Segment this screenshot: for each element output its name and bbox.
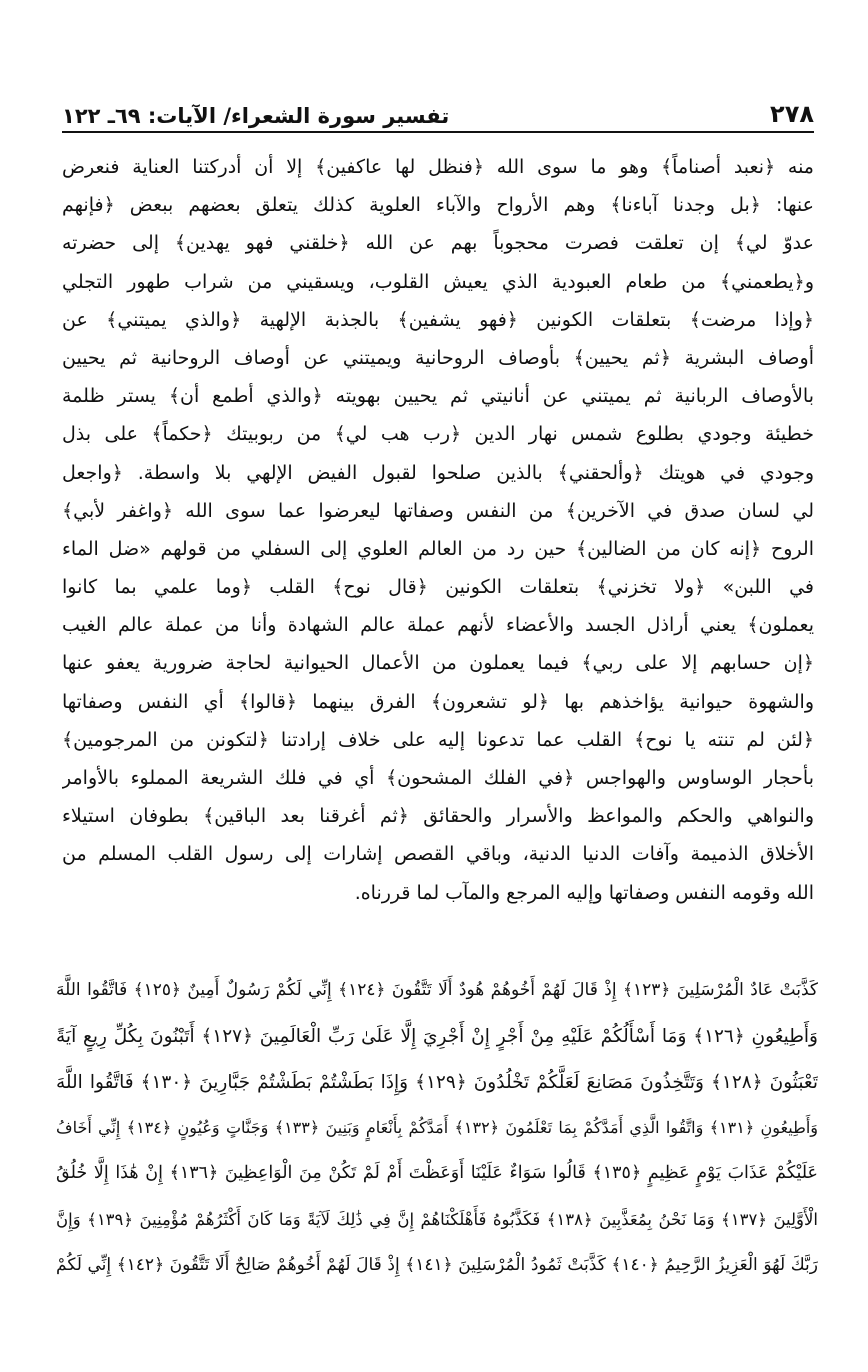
commentary-line: منه ﴿نعبد أصناماً﴾ وهو ما سوى الله ﴿فنظل لها عاكفين﴾ إلا أن أدركتنا العناية فنعرض [62,156,814,178]
page-number: ٢٧٨ [770,100,814,128]
verse-line: وَأَطِيعُونِ ﴿١٢٦﴾ وَمَا أَسْأَلُكُمْ عَلَيْهِ مِنْ أَجْرٍ إِنْ أَجْرِيَ إِلَّا عَلَىٰ رَبِّ الْعَالَمِينَ ﴿١٢٧﴾ أَتَبْنُونَ بِكُلِّ رِيعٍ آيَةً [56,1025,818,1047]
commentary-text [62,148,814,912]
commentary-line: بالأوصاف الربانية ثم يميتني عن أنانيتي ثم يحيين بهويته ﴿والذي أطمع أن﴾ يستر ظلمة [62,385,814,408]
header-rule [62,131,814,133]
verse-line: رَبَّكَ لَهُوَ الْعَزِيزُ الرَّحِيمُ ﴿١٤٠﴾ كَذَّبَتْ ثَمُودُ الْمُرْسَلِينَ ﴿١٤١﴾ إِذْ قَالَ لَهُمْ أَخُوهُمْ صَالِحٌ أَلَا تَتَّقُونَ ﴿١٤٢﴾ إِنِّي لَكُمْ [56,1254,818,1275]
quran-verses [56,968,818,1289]
commentary-line: الروح ﴿إنه كان من الضالين﴾ حين رد من العالم العلوي إلى السفلي من قولهم «ضل الماء [62,537,814,560]
verse-line: كَذَّبَتْ عَادٌ الْمُرْسَلِينَ ﴿١٢٣﴾ إِذْ قَالَ لَهُمْ أَخُوهُمْ هُودٌ أَلَا تَتَّقُونَ ﴿١٢٤﴾ إِنِّي لَكُمْ رَسُولٌ أَمِينٌ ﴿١٢٥﴾ فَاتَّقُوا اللَّهَ [56,980,818,1000]
verse-line: الْأَوَّلِينَ ﴿١٣٧﴾ وَمَا نَحْنُ بِمُعَذَّبِينَ ﴿١٣٨﴾ فَكَذَّبُوهُ فَأَهْلَكْنَاهُمْ إِنَّ فِي ذَٰلِكَ لَآيَةً وَمَا كَانَ أَكْثَرُهُمْ مُؤْمِنِينَ ﴿١٣٩﴾ وَإِنَّ [56,1209,818,1229]
commentary-line: خطيئة وجودي بطلوع شمس نهار الدين ﴿رب هب لي﴾ من ربوبيتك ﴿حكماً﴾ على بذل [62,423,814,446]
verse-line: وَأَطِيعُونِ ﴿١٣١﴾ وَاتَّقُوا الَّذِي أَمَدَّكُمْ بِمَا تَعْلَمُونَ ﴿١٣٢﴾ أَمَدَّكُمْ بِأَنْعَامٍ وَبَنِينَ ﴿١٣٣﴾ وَجَنَّاتٍ وَعُيُونٍ ﴿١٣٤﴾ إِنِّي أَخَافُ [56,1118,818,1138]
commentary-line: وجودي في هويتك ﴿وألحقني﴾ بالذين صلحوا لقبول الفيض الإلهي بلا واسطة. ﴿واجعل [62,461,814,484]
commentary-line: بأحجار الوساوس والهواجس ﴿في الفلك المشحون﴾ أي في فلك الشريعة المملوء بالأوامر [62,767,814,789]
running-title: تفسير سورة الشعراء/ الآيات: ٦٩ـ ١٢٢ [62,104,450,128]
verse-line: عَلَيْكُمْ عَذَابَ يَوْمٍ عَظِيمٍ ﴿١٣٥﴾ قَالُوا سَوَاءٌ عَلَيْنَا أَوَعَظْتَ أَمْ لَمْ تَكُنْ مِنَ الْوَاعِظِينَ ﴿١٣٦﴾ إِنْ هَٰذَا إِلَّا خُلُقُ [56,1163,818,1184]
page-header [62,88,814,128]
commentary-line: عدوّ لي﴾ إن تعلقت فصرت محجوباً بهم عن الله ﴿خلقني فهو يهدين﴾ إلى حضرته [62,232,814,255]
commentary-line: عنها: ﴿بل وجدنا آباءنا﴾ وهم الأرواح والآباء العلوية كذلك يتعلق بعضهم ببعض ﴿فإنهم [62,194,814,217]
commentary-line: ﴿لئن لم تنته يا نوح﴾ القلب عما تدعونا إليه على خلاف إرادتنا ﴿لتكونن من المرجومين﴾ [62,728,814,751]
commentary-line: الله وقومه النفس وصفاتها وإليه المرجع والمآب لما قررناه. [354,881,814,904]
commentary-line: والنواهي والحكم والمواعظ والأسرار والحقائق ﴿ثم أغرقنا بعد الباقين﴾ بطوفان استيلاء [62,805,814,828]
commentary-line: يعملون﴾ يعني أراذل الجسد والأعضاء لأنهم عملة عالم الشهادة وأنا من عملة عالم الغيب [62,614,814,637]
verse-line: تَعْبَثُونَ ﴿١٢٨﴾ وَتَتَّخِذُونَ مَصَانِعَ لَعَلَّكُمْ تَخْلُدُونَ ﴿١٢٩﴾ وَإِذَا بَطَشْتُمْ بَطَشْتُمْ جَبَّارِينَ ﴿١٣٠﴾ فَاتَّقُوا اللَّهَ [56,1071,818,1093]
commentary-line: والشهوة حيوانية يؤاخذهم بها ﴿لو تشعرون﴾ الفرق بينهما ﴿قالوا﴾ أي النفس وصفاتها [62,690,814,713]
commentary-line: الأخلاق الذميمة وآفات الدنيا الدنية، وباقي القصص إشارات إلى رسول القلب المسلم من [62,843,814,866]
commentary-line: أوصاف البشرية ﴿ثم يحيين﴾ بأوصاف الروحانية ويميتني عن أوصاف الروحانية ثم يحيين [62,346,814,369]
commentary-line: في اللبن» ﴿ولا تخزني﴾ بتعلقات الكونين ﴿قال نوح﴾ القلب ﴿وما علمي بما كانوا [62,576,814,599]
commentary-line: و﴿يطعمني﴾ من طعام العبودية الذي يعيش القلوب، ويسقيني من شراب طهور التجلي [62,270,814,293]
commentary-line: لي لسان صدق في الآخرين﴾ من النفس وصفاتها ليعرضوا عما سوى الله ﴿واغفر لأبي﴾ [62,499,814,522]
commentary-line: ﴿إن حسابهم إلا على ربي﴾ فيما يعملون من الأعمال الحيوانية لحاجة ضرورية يعفو عنها [62,652,814,675]
commentary-line: ﴿وإذا مرضت﴾ بتعلقات الكونين ﴿فهو يشفين﴾ بالجذبة الإلهية ﴿والذي يميتني﴾ عن [62,308,814,331]
